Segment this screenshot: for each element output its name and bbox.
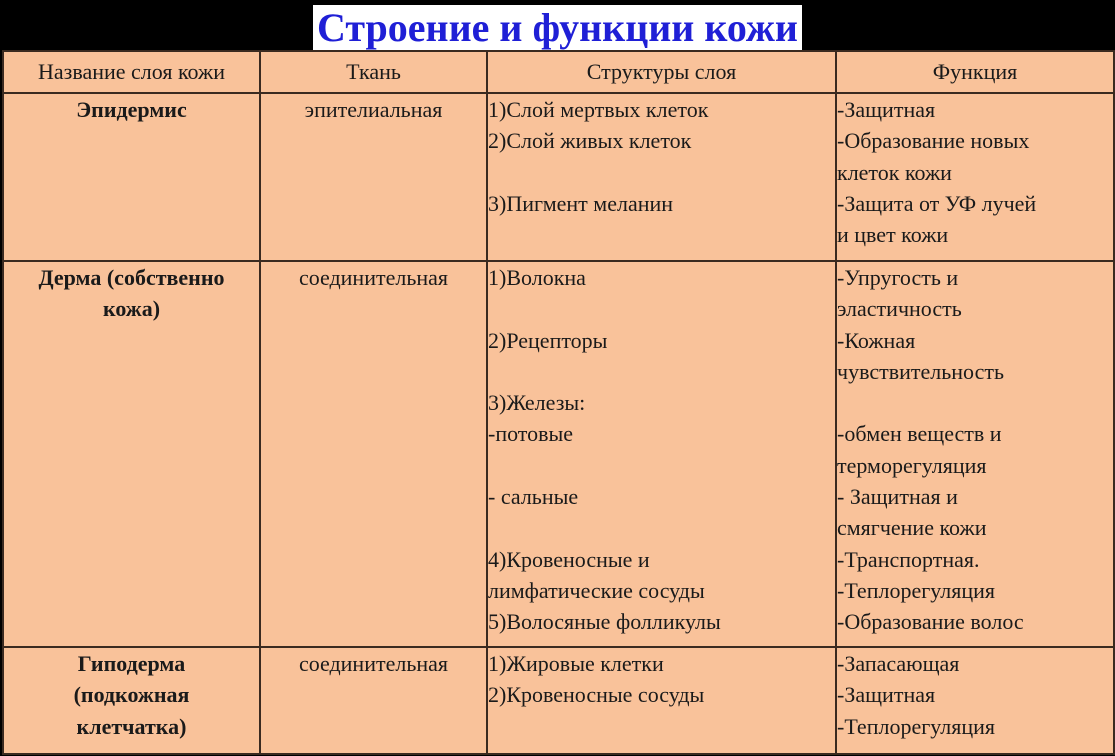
tissue-cell: эпителиальная (260, 93, 487, 261)
structure-line: 3)Пигмент меланин (488, 190, 674, 216)
tissue-cell: соединительная (260, 261, 487, 647)
layer-name-line: Дерма (собственно (38, 265, 225, 290)
function-line: -Запасающая (837, 651, 960, 676)
structure-line: -потовые (488, 421, 574, 447)
function-line: -Теплорегуляция (837, 713, 996, 739)
structure-line (488, 356, 835, 387)
header-function: Функция (836, 51, 1114, 93)
function-line: -Образование новых (837, 128, 1030, 154)
table-row (3, 93, 1114, 261)
header-tissue: Ткань (260, 51, 487, 93)
structure-line: 5)Волосяные фолликулы (488, 609, 721, 635)
structures-cell (487, 647, 836, 754)
table-row (3, 647, 1114, 754)
table-row (3, 261, 1114, 647)
functions-cell (836, 261, 1114, 647)
layer-name-line: Эпидермис (76, 97, 187, 122)
function-line: эластичность (837, 296, 962, 322)
structure-line: лимфатические сосуды (488, 577, 705, 603)
function-line: -Транспортная. (837, 546, 980, 572)
structure-line (488, 157, 835, 188)
structure-line: 2)Рецепторы (488, 327, 608, 353)
structure-line: 4)Кровеносные и (488, 546, 650, 572)
page-title-text: Строение и функции кожи (313, 5, 802, 50)
structure-line: - сальные (488, 484, 579, 510)
layer-name-line: (подкожная (73, 682, 190, 708)
function-line: -Кожная (837, 327, 916, 353)
structures-cell (487, 93, 836, 261)
function-line: и цвет кожи (837, 222, 949, 248)
function-line: - Защитная и (837, 484, 958, 510)
layer-name-line: клетчатка) (76, 713, 187, 739)
page-title (0, 4, 1115, 52)
structure-line (488, 512, 835, 543)
function-line: терморегуляция (837, 452, 987, 478)
layer-name-cell (3, 93, 260, 261)
structure-line (488, 450, 835, 481)
function-line: смягчение кожи (837, 515, 987, 541)
header-structures: Структуры слоя (487, 51, 836, 93)
skin-structure-table (2, 50, 1115, 755)
layer-name-line: Гиподерма (77, 651, 186, 676)
structure-line: 2)Кровеносные сосуды (488, 682, 705, 708)
structure-line (488, 293, 835, 324)
function-line: -Упругость и (837, 265, 959, 290)
function-line (837, 387, 1113, 418)
functions-cell (836, 93, 1114, 261)
structure-line: 3)Железы: (488, 390, 586, 416)
function-line: -обмен веществ и (837, 421, 1002, 447)
function-line: -Образование волос (837, 609, 1024, 635)
function-line: -Защитная (837, 97, 936, 122)
layer-name-cell (3, 647, 260, 754)
structure-line: 1)Волокна (488, 265, 586, 290)
header-row (3, 51, 1114, 93)
structure-line: 2)Слой живых клеток (488, 128, 692, 154)
function-line: чувствительность (837, 358, 1004, 384)
layer-name-cell (3, 261, 260, 647)
tissue-cell: соединительная (260, 647, 487, 754)
function-line: -Защита от УФ лучей (837, 190, 1037, 216)
function-line: клеток кожи (837, 159, 952, 185)
header-layer-name: Название слоя кожи (3, 51, 260, 93)
structure-line: 1)Слой мертвых клеток (488, 97, 709, 122)
structures-cell (487, 261, 836, 647)
structure-line: 1)Жировые клетки (488, 651, 664, 676)
functions-cell (836, 647, 1114, 754)
function-line: -Защитная (837, 682, 936, 708)
layer-name-line: кожа) (102, 296, 161, 322)
function-line: -Теплорегуляция (837, 577, 996, 603)
